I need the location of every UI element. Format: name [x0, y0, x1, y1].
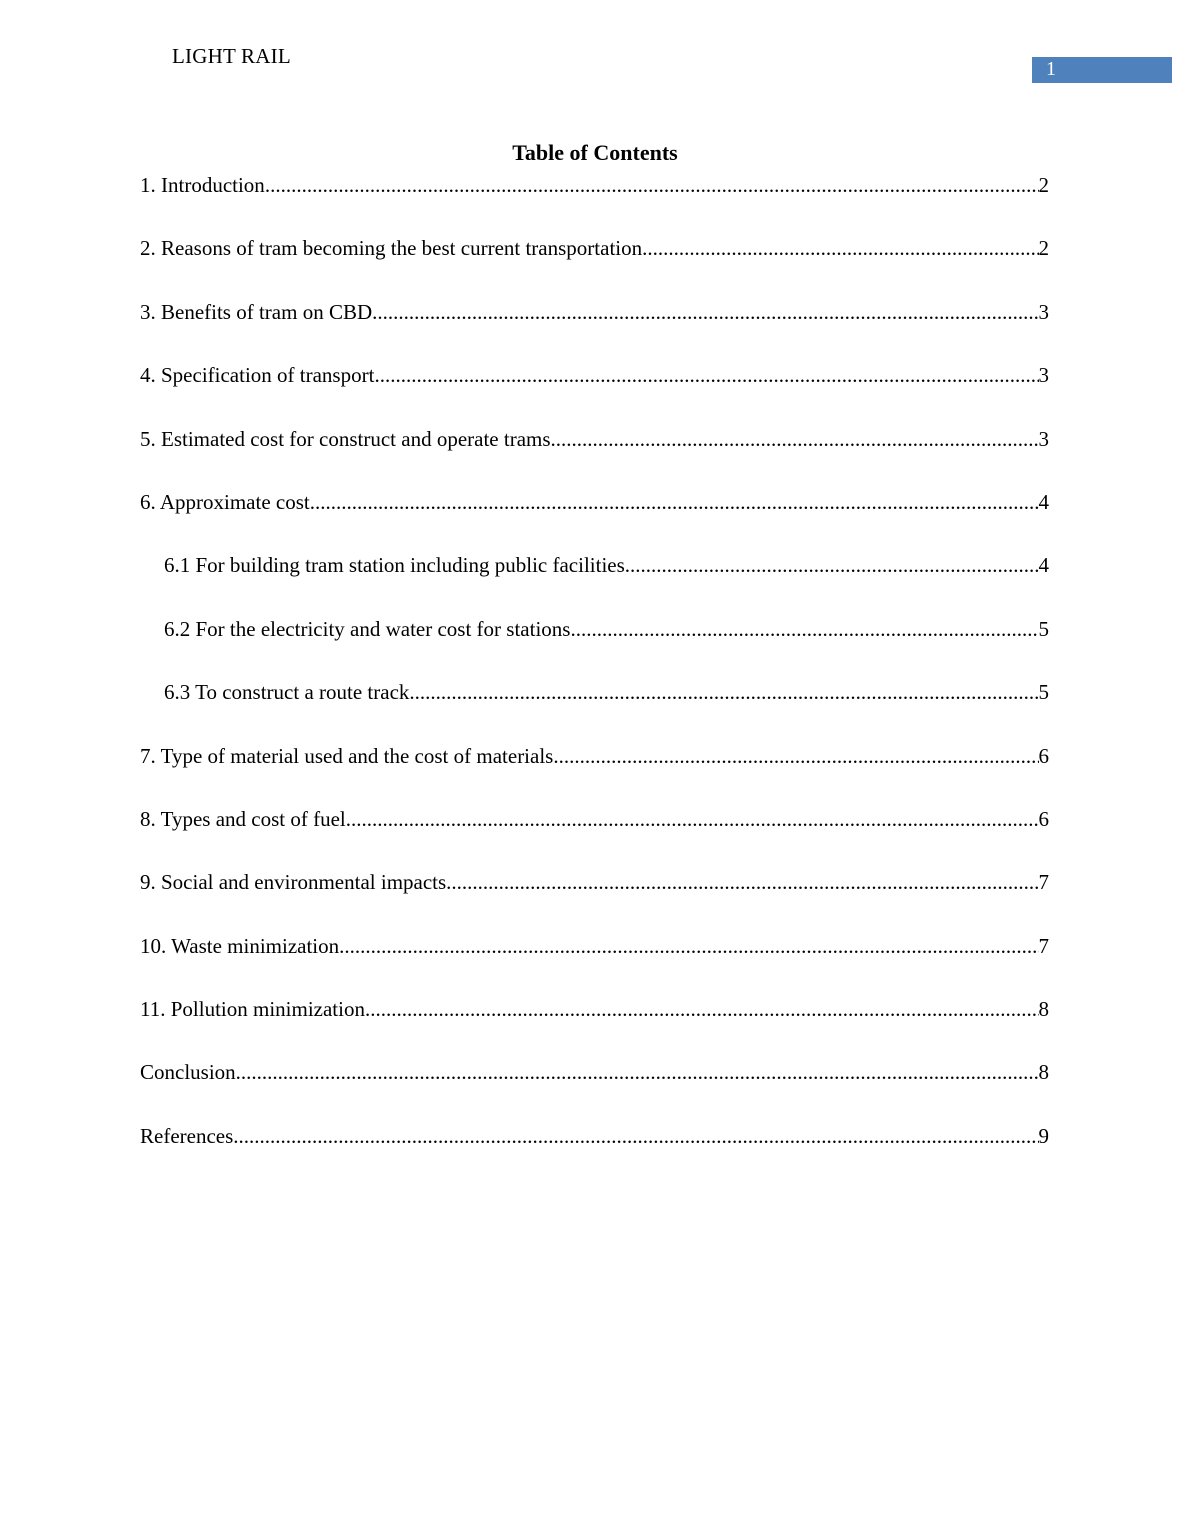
toc-entry-label: 9. Social and environmental impacts	[140, 870, 447, 895]
toc-entry-page: 3	[1038, 363, 1049, 388]
toc-dot-leader	[233, 1122, 1038, 1150]
toc-entry-conclusion[interactable]	[140, 1058, 1049, 1121]
toc-entry-page: 7	[1038, 870, 1049, 895]
toc-dot-leader	[265, 171, 1039, 199]
toc-entry-page: 4	[1038, 489, 1049, 514]
toc-entry-social-environmental[interactable]	[140, 868, 1049, 931]
toc-dot-leader	[551, 425, 1039, 453]
toc-entry-page: 8	[1038, 997, 1049, 1022]
toc-entry-page: 4	[1038, 553, 1049, 578]
toc-entry-label: 6.1 For building tram station including public facilities	[164, 553, 625, 578]
toc-entry-label: 6. Approximate cost	[140, 489, 310, 514]
toc-entry-approximate-cost[interactable]	[140, 488, 1049, 551]
toc-entry-label: 5. Estimated cost for construct and operate trams	[140, 426, 551, 451]
toc-dot-leader	[642, 234, 1038, 262]
toc-entry-waste-minimization[interactable]	[140, 932, 1049, 995]
toc-heading: Table of Contents	[512, 140, 678, 165]
toc-entry-label: 6.2 For the electricity and water cost for stations	[164, 616, 571, 641]
toc-entry-label: 2. Reasons of tram becoming the best current transportation	[140, 236, 643, 261]
toc-entry-introduction[interactable]	[140, 171, 1049, 234]
page-number-badge	[1032, 57, 1172, 83]
toc-dot-leader	[374, 361, 1038, 389]
toc-entry-label: 6.3 To construct a route track	[164, 680, 410, 705]
toc-entry-page: 2	[1038, 236, 1049, 261]
toc-entry-page: 6	[1038, 743, 1049, 768]
toc-entry-page: 8	[1038, 1060, 1049, 1085]
toc-dot-leader	[310, 488, 1039, 516]
toc-dot-leader	[409, 678, 1038, 706]
toc-entry-label: 11. Pollution minimization	[140, 997, 365, 1022]
toc-entry-label: 4. Specification of transport	[140, 363, 375, 388]
toc-entry-route-track[interactable]	[140, 678, 1049, 741]
toc-entry-specification[interactable]	[140, 361, 1049, 424]
toc-entry-tram-station[interactable]	[140, 551, 1049, 614]
toc-dot-leader	[553, 742, 1038, 770]
running-header-title: LIGHT RAIL	[172, 44, 291, 68]
toc-entry-references[interactable]	[140, 1122, 1049, 1185]
toc-entry-label: References	[140, 1123, 234, 1148]
toc-dot-leader	[625, 551, 1039, 579]
toc-entry-page: 3	[1038, 299, 1049, 324]
toc-entry-page: 9	[1038, 1123, 1049, 1148]
toc-dot-leader	[372, 298, 1038, 326]
toc-entry-label: 7. Type of material used and the cost of materials	[140, 743, 554, 768]
toc-dot-leader	[236, 1058, 1039, 1086]
toc-entry-page: 6	[1038, 806, 1049, 831]
toc-dot-leader	[570, 615, 1038, 643]
toc-entry-page: 2	[1038, 173, 1049, 197]
table-of-contents	[140, 171, 1049, 1185]
toc-entry-label: 1. Introduction	[140, 173, 265, 197]
toc-entry-pollution-minimization[interactable]	[140, 995, 1049, 1058]
toc-entry-materials[interactable]	[140, 742, 1049, 805]
toc-dot-leader	[365, 995, 1039, 1023]
toc-dot-leader	[346, 805, 1039, 833]
page-number: 1	[1046, 58, 1056, 80]
toc-entry-reasons[interactable]	[140, 234, 1049, 297]
toc-dot-leader	[339, 932, 1038, 960]
toc-entry-label: Conclusion	[140, 1060, 236, 1085]
toc-entry-fuel[interactable]	[140, 805, 1049, 868]
toc-dot-leader	[446, 868, 1038, 896]
toc-entry-page: 7	[1038, 933, 1049, 958]
toc-entry-label: 3. Benefits of tram on CBD	[140, 299, 373, 324]
toc-entry-benefits[interactable]	[140, 298, 1049, 361]
toc-entry-page: 5	[1038, 616, 1049, 641]
toc-entry-label: 8. Types and cost of fuel	[140, 806, 346, 831]
toc-entry-label: 10. Waste minimization	[140, 933, 340, 958]
toc-entry-electricity-water[interactable]	[140, 615, 1049, 678]
toc-entry-estimated-cost[interactable]	[140, 425, 1049, 488]
toc-entry-page: 3	[1038, 426, 1049, 451]
toc-entry-page: 5	[1038, 680, 1049, 705]
